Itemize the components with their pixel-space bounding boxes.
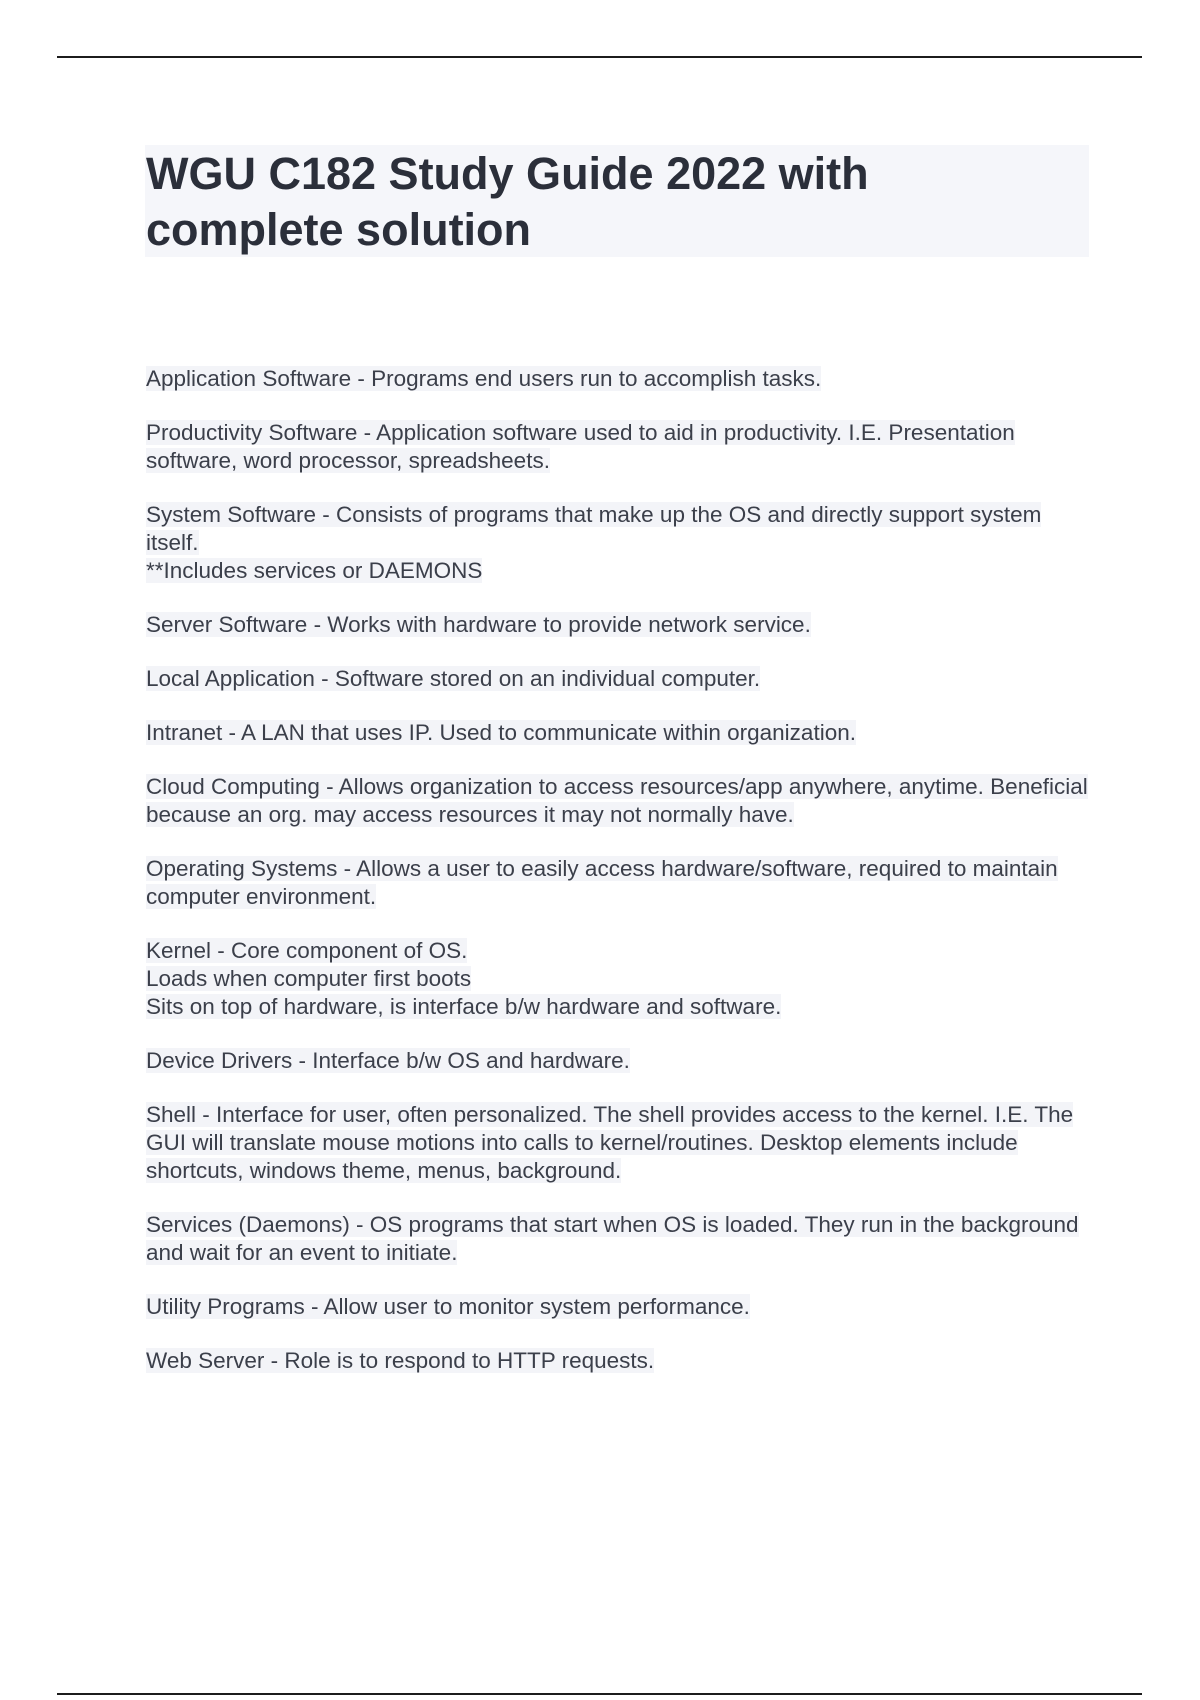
entry-text: Application Software - Programs end users run to accomplish tasks.	[146, 366, 822, 391]
entry-text: Services (Daemons) - OS programs that start when OS is loaded. They run in the background and wait for an event to initiate.	[146, 1212, 1079, 1265]
entry-note: Loads when computer first boots	[146, 966, 472, 991]
entry-text: Server Software - Works with hardware to provide network service.	[146, 612, 811, 637]
glossary-entry-system-software	[146, 501, 1096, 585]
entry-text: Local Application - Software stored on an individual computer.	[146, 666, 761, 691]
document-title: WGU C182 Study Guide 2022 with complete solution	[146, 148, 869, 255]
glossary-list	[146, 365, 1096, 1401]
entry-text: Operating Systems - Allows a user to easily access hardware/software, required to maintain computer environment.	[146, 856, 1058, 909]
glossary-entry-intranet	[146, 719, 1096, 747]
glossary-entry-cloud-computing	[146, 773, 1096, 829]
entry-text: Cloud Computing - Allows organization to access resources/app anywhere, anytime. Beneficial because an org. may access resources it may not normally have.	[146, 774, 1088, 827]
entry-text: Utility Programs - Allow user to monitor system performance.	[146, 1294, 750, 1319]
glossary-entry-shell	[146, 1101, 1096, 1185]
entry-note: **Includes services or DAEMONS	[146, 558, 483, 583]
glossary-entry-local-application	[146, 665, 1096, 693]
glossary-entry-server-software	[146, 611, 1096, 639]
bottom-rule	[57, 1693, 1142, 1695]
entry-text: Kernel - Core component of OS.	[146, 938, 468, 963]
entry-text: System Software - Consists of programs that make up the OS and directly support system itself.	[146, 502, 1042, 555]
top-rule	[57, 56, 1142, 58]
glossary-entry-utility-programs	[146, 1293, 1096, 1321]
entry-text: Device Drivers - Interface b/w OS and hardware.	[146, 1048, 630, 1073]
glossary-entry-device-drivers	[146, 1047, 1096, 1075]
entry-text: Web Server - Role is to respond to HTTP requests.	[146, 1348, 655, 1373]
glossary-entry-web-server	[146, 1347, 1096, 1375]
glossary-entry-productivity-software	[146, 419, 1096, 475]
entry-text: Intranet - A LAN that uses IP. Used to communicate within organization.	[146, 720, 856, 745]
glossary-entry-services	[146, 1211, 1096, 1267]
entry-text: Shell - Interface for user, often personalized. The shell provides access to the kernel. I.E. The GUI will translate mouse motions into calls to kernel/routines. Desktop elements include shortcuts, windows theme, menus, background.	[146, 1102, 1074, 1183]
entry-note: Sits on top of hardware, is interface b/w hardware and software.	[146, 994, 782, 1019]
glossary-entry-application-software	[146, 365, 1096, 393]
entry-text: Productivity Software - Application software used to aid in productivity. I.E. Presentation software, word processor, spreadsheets.	[146, 420, 1015, 473]
glossary-entry-kernel	[146, 937, 1096, 1021]
glossary-entry-operating-systems	[146, 855, 1096, 911]
